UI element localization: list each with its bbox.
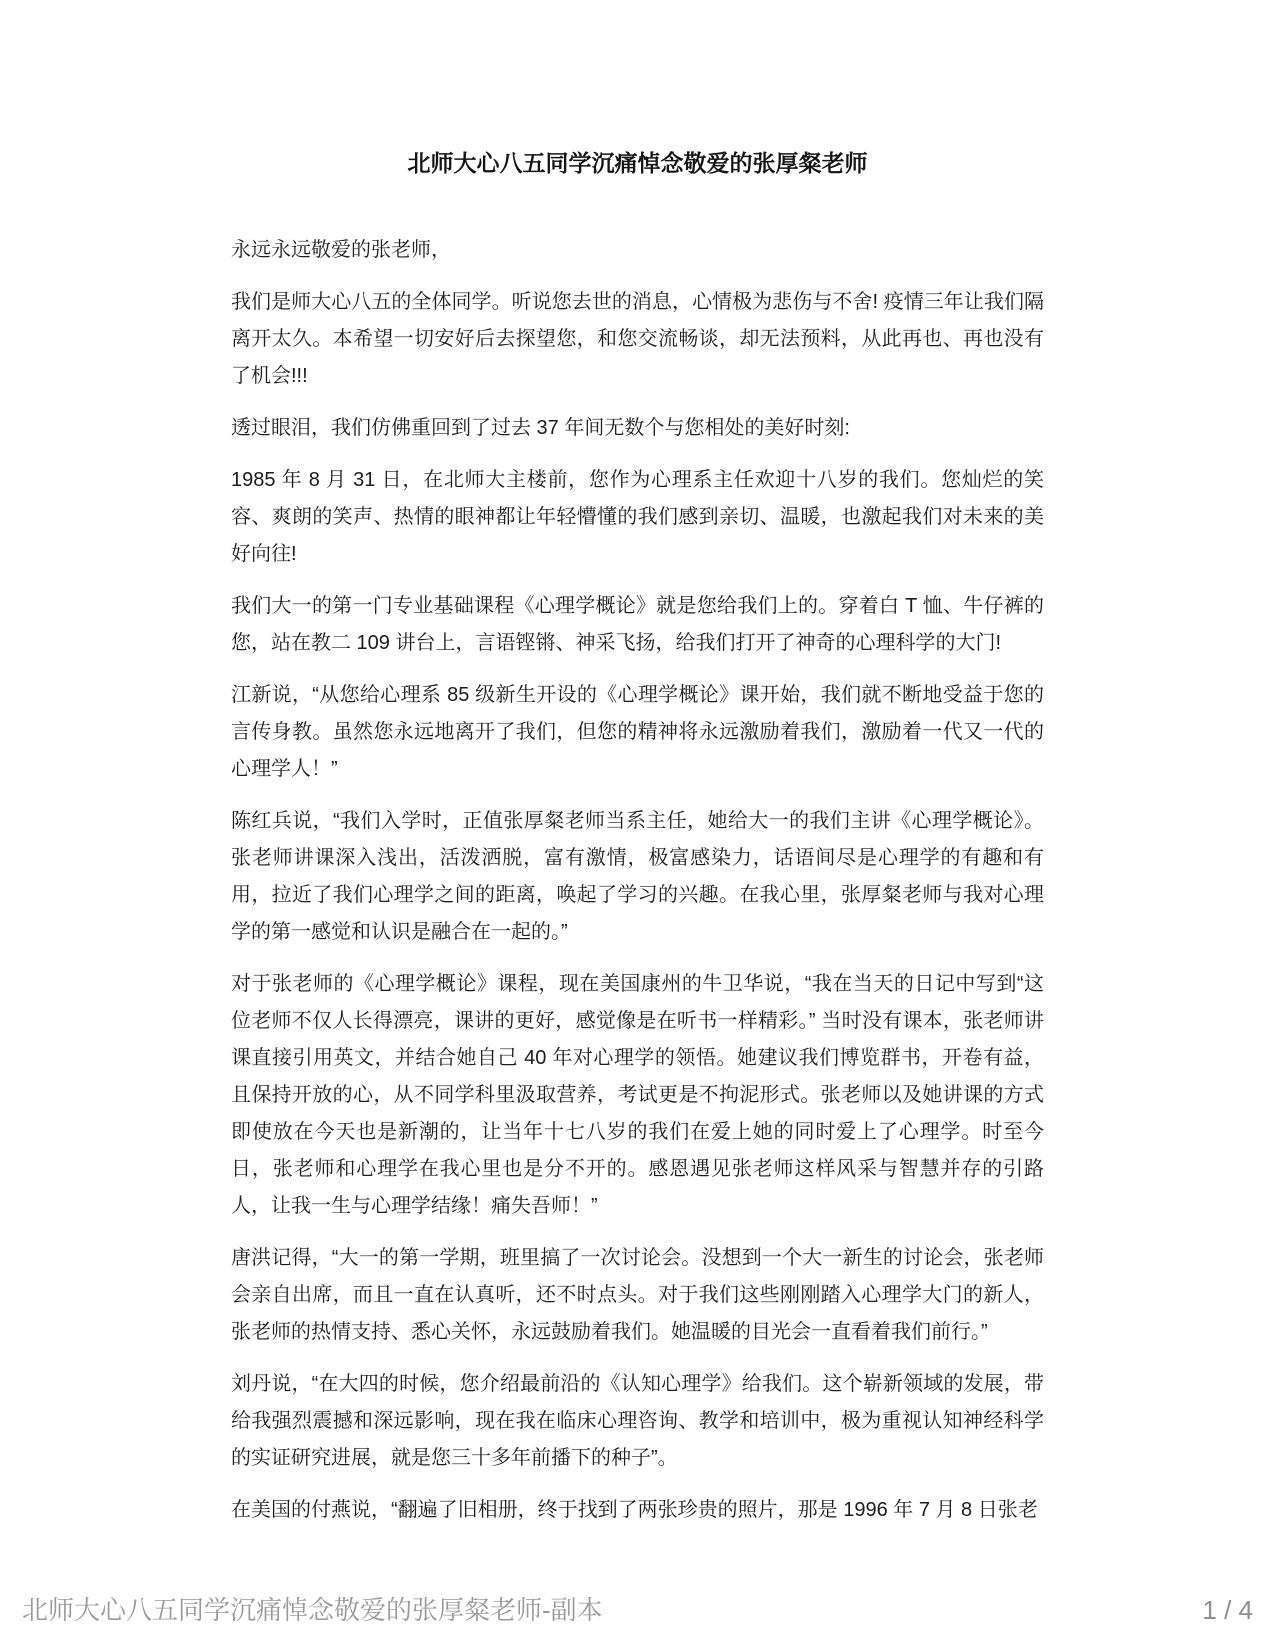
document-filename: 北师大心八五同学沉痛悼念敬爱的张厚粲老师-副本 xyxy=(22,1595,603,1625)
paragraph: 1985 年 8 月 31 日，在北师大主楼前，您作为心理系主任欢迎十八岁的我们。您灿烂的笑容、爽朗的笑声、热情的眼神都让年轻懵懂的我们感到亲切、温暖，也激起我们对未来的美好向往! xyxy=(231,469,1044,565)
paragraph: 我们大一的第一门专业基础课程《心理学概论》就是您给我们上的。穿着白 T 恤、牛仔裤的您，站在教二 109 讲台上，言语铿锵、神采飞扬，给我们打开了神奇的心理科学的大门! xyxy=(231,595,1044,654)
paragraph: 唐洪记得，“大一的第一学期，班里搞了一次讨论会。没想到一个大一新生的讨论会，张老师会亲自出席，而且一直在认真听，还不时点头。对于我们这些刚刚踏入心理学大门的新人，张老师的热情支持、悉心关怀，永远鼓励着我们。她温暖的目光会一直看着我们前行。” xyxy=(231,1247,1044,1343)
page-indicator: 1 / 4 xyxy=(1202,1595,1253,1625)
paragraph: 刘丹说，“在大四的时候，您介绍最前沿的《认知心理学》给我们。这个崭新领域的发展，带给我强烈震撼和深远影响，现在我在临床心理咨询、教学和培训中，极为重视认知神经科学的实证研究进展，就是您三十多年前播下的种子”。 xyxy=(231,1373,1044,1469)
paragraph-last-truncated: 在美国的付燕说，“翻遍了旧相册，终于找到了两张珍贵的照片，那是 1996 年 7 月 8 日张老 xyxy=(231,1499,1038,1521)
paragraph-salutation: 永远永远敬爱的张老师， xyxy=(231,239,451,261)
paragraph: 陈红兵说，“我们入学时，正值张厚粲老师当系主任，她给大一的我们主讲《心理学概论》。张老师讲课深入浅出，活泼洒脱，富有激情，极富感染力，话语间尽是心理学的有趣和有用，拉近了我们心理学之间的距离，唤起了学习的兴趣。在我心里，张厚粲老师与我对心理学的第一感觉和认识是融合在一起的。” xyxy=(231,810,1044,943)
paragraph: 江新说，“从您给心理系 85 级新生开设的《心理学概论》课开始，我们就不断地受益于您的言传身教。虽然您永远地离开了我们，但您的精神将永远激励着我们，激励着一代又一代的心理学人！” xyxy=(231,684,1044,780)
document-page xyxy=(231,0,1044,1544)
document-title: 北师大心八五同学沉痛悼念敬爱的张厚粲老师 xyxy=(407,150,868,176)
paragraph: 透过眼泪，我们仿佛重回到了过去 37 年间无数个与您相处的美好时刻: xyxy=(231,417,850,439)
paragraph: 对于张老师的《心理学概论》课程，现在美国康州的牛卫华说，“我在当天的日记中写到“这位老师不仅人长得漂亮，课讲的更好，感觉像是在听书一样精彩。” 当时没有课本，张老师讲课直接引用英文，并结合她自己 40 年对心理学的领悟。她建议我们博览群书，开卷有益，且保持开放的心，从不同学科里汲取营养，考试更是不拘泥形式。张老师以及她讲课的方式即使放在今天也是新潮的，让当年十七八岁的我们在爱上她的同时爱上了心理学。时至今日，张老师和心理学在我心里也是分不开的。感恩遇见张老师这样风采与智慧并存的引路人，让我一生与心理学结缘！痛失吾师！” xyxy=(231,973,1044,1217)
viewer-status-bar xyxy=(0,1568,1275,1652)
paragraph: 我们是师大心八五的全体同学。听说您去世的消息，心情极为悲伤与不舍! 疫情三年让我们隔离开太久。本希望一切安好后去探望您，和您交流畅谈，却无法预料，从此再也、再也没有了机会!!! xyxy=(231,291,1044,387)
